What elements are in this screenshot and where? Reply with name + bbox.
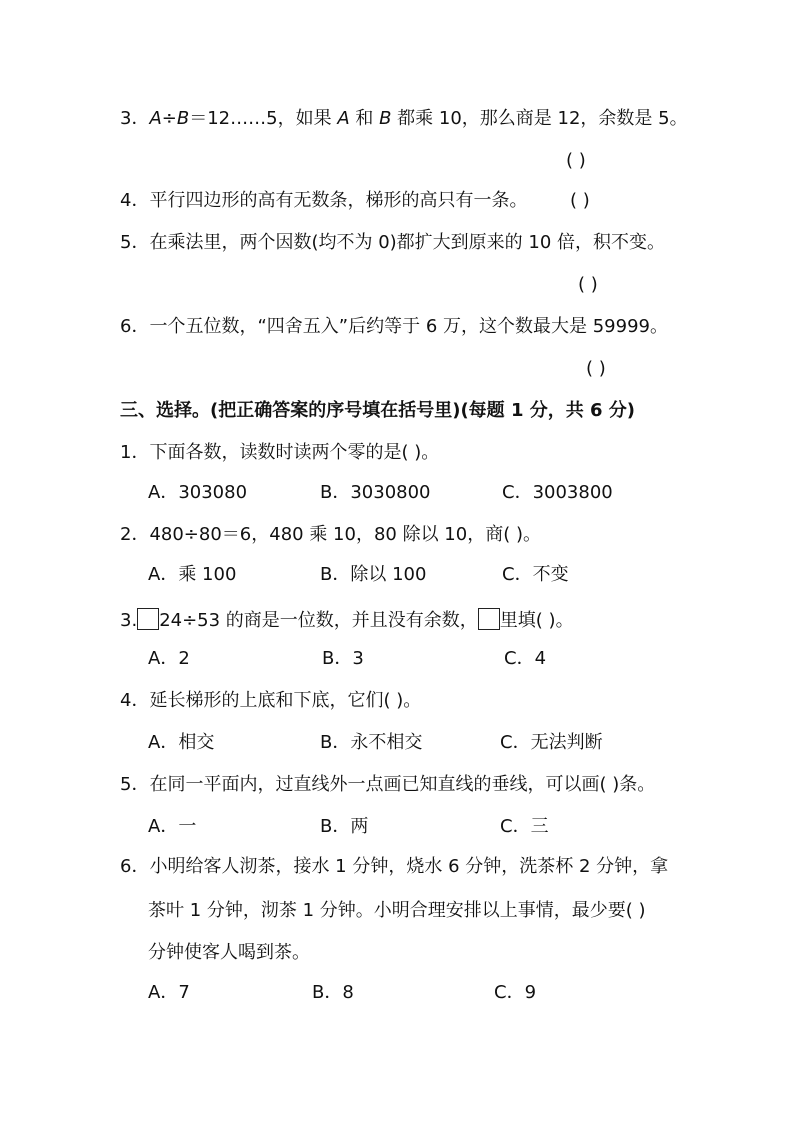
choice-q4-option-c[interactable]: C．无法判断 bbox=[500, 732, 603, 753]
choice-q6-line-2: 茶叶 1 分钟，沏茶 1 分钟。小明合理安排以上事情，最少要( ) bbox=[148, 900, 646, 921]
judge-item-3-text-1: ＝12……5，如果 bbox=[189, 108, 338, 129]
judge-item-4-text: 平行四边形的高有无数条，梯形的高只有一条。 bbox=[149, 190, 528, 211]
judge-item-5-number: 5． bbox=[120, 232, 150, 253]
judge-item-5 bbox=[120, 232, 665, 254]
choice-q2: 2．480÷80＝6，480 乘 10，80 除以 10，商( )。 bbox=[120, 524, 541, 545]
blank-box-icon bbox=[137, 608, 159, 630]
choice-q3-option-a[interactable]: A．2 bbox=[148, 648, 190, 669]
judge-item-6 bbox=[120, 316, 668, 338]
choice-q4-option-a[interactable]: A．相交 bbox=[148, 732, 215, 753]
judge-item-3-text-2: 都乘 10，那么商是 12，余数是 5。 bbox=[391, 108, 688, 129]
judge-item-3-text-mid: 和 bbox=[349, 108, 380, 129]
judge-item-6-number: 6． bbox=[120, 316, 150, 337]
choice-q3-option-b[interactable]: B．3 bbox=[322, 648, 364, 669]
choice-q3-text-2: 里填( )。 bbox=[499, 610, 574, 631]
choice-q1-option-a[interactable]: A．303080 bbox=[148, 482, 248, 503]
choice-q5: 5．在同一平面内，过直线外一点画已知直线的垂线，可以画( )条。 bbox=[120, 774, 656, 795]
var-a-2: A bbox=[337, 108, 350, 129]
choice-q2-option-b[interactable]: B．除以 100 bbox=[320, 564, 427, 585]
judge-item-3-number: 3． bbox=[120, 108, 150, 129]
choice-q4-option-b[interactable]: B．永不相交 bbox=[320, 732, 423, 753]
choice-q6-line-3: 分钟使客人喝到茶。 bbox=[148, 942, 310, 963]
choice-q1-option-c[interactable]: C．3003800 bbox=[502, 482, 613, 503]
section-choice-heading: 三、选择。(把正确答案的序号填在括号里)(每题 1 分，共 6 分) bbox=[120, 400, 636, 421]
judge-item-4-number: 4． bbox=[120, 190, 150, 211]
judge-item-3 bbox=[120, 108, 688, 130]
choice-q6-option-b[interactable]: B．8 bbox=[312, 982, 354, 1003]
judge-item-6-text: 一个五位数，“四舍五入”后约等于 6 万，这个数最大是 59999。 bbox=[149, 316, 668, 337]
judge-item-4-answer-blank[interactable]: ( ) bbox=[570, 190, 590, 211]
choice-q2-option-a[interactable]: A．乘 100 bbox=[148, 564, 237, 585]
choice-q5-option-c[interactable]: C．三 bbox=[500, 816, 549, 837]
choice-q3-text-1: 24÷53 的商是一位数，并且没有余数， bbox=[159, 610, 478, 631]
choice-q4: 4．延长梯形的上底和下底，它们( )。 bbox=[120, 690, 422, 711]
judge-item-5-text: 在乘法里，两个因数(均不为 0)都扩大到原来的 10 倍，积不变。 bbox=[149, 232, 666, 253]
divide-sign: ÷ bbox=[161, 108, 177, 129]
judge-item-4 bbox=[120, 190, 527, 212]
choice-q5-option-a[interactable]: A．一 bbox=[148, 816, 197, 837]
choice-q1: 1．下面各数，读数时读两个零的是( )。 bbox=[120, 442, 440, 463]
judge-item-5-answer-blank[interactable]: ( ) bbox=[578, 274, 598, 295]
choice-q3-option-c[interactable]: C．4 bbox=[504, 648, 547, 669]
choice-q6-option-a[interactable]: A．7 bbox=[148, 982, 190, 1003]
choice-q1-option-b[interactable]: B．3030800 bbox=[320, 482, 431, 503]
choice-q6-option-c[interactable]: C．9 bbox=[494, 982, 537, 1003]
choice-q2-option-c[interactable]: C．不变 bbox=[502, 564, 569, 585]
var-b: B bbox=[176, 108, 190, 129]
judge-item-6-answer-blank[interactable]: ( ) bbox=[586, 358, 606, 379]
choice-q3 bbox=[120, 608, 574, 632]
var-b-2: B bbox=[379, 108, 392, 129]
judge-item-3-answer-blank[interactable]: ( ) bbox=[566, 150, 586, 171]
choice-q3-number: 3. bbox=[120, 610, 138, 631]
blank-box-icon-2 bbox=[478, 608, 500, 630]
var-a: A bbox=[149, 108, 162, 129]
choice-q6-line-1: 6．小明给客人沏茶，接水 1 分钟，烧水 6 分钟，洗茶杯 2 分钟，拿 bbox=[120, 856, 669, 877]
choice-q5-option-b[interactable]: B．两 bbox=[320, 816, 369, 837]
